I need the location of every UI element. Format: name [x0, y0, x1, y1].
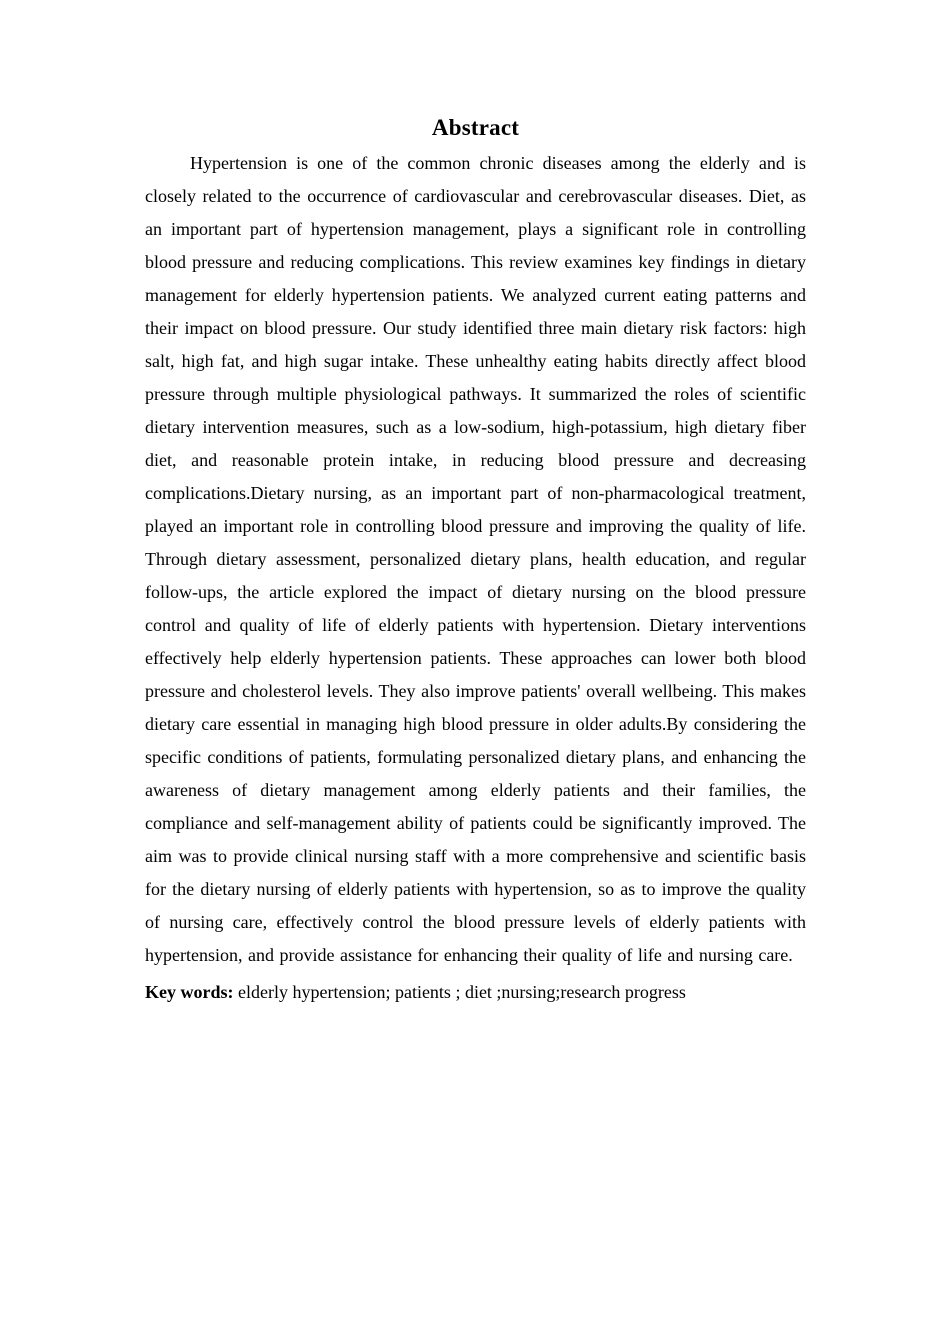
keywords-line — [145, 976, 806, 1009]
keywords-label: Key words: — [145, 982, 234, 1002]
abstract-paragraph: Hypertension is one of the common chronic diseases among the elderly and is closely related to the occurrence of cardiovascular and cerebrovascular diseases. Diet, as an important part of hypertension management, plays a significant role in controlling blood pressure and reducing complications. This review examines key findings in dietary management for elderly hypertension patients. We analyzed current eating patterns and their impact on blood pressure. Our study identified three main dietary risk factors: high salt, high fat, and high sugar intake. These unhealthy eating habits directly affect blood pressure through multiple physiological pathways. It summarized the roles of scientific dietary intervention measures, such as a low-sodium, high-potassium, high dietary fiber diet, and reasonable protein intake, in reducing blood pressure and decreasing complications.Dietary nursing, as an important part of non-pharmacological treatment, played an important role in controlling blood pressure and improving the quality of life. Through dietary assessment, personalized dietary plans, health education, and regular follow-ups, the article explored the impact of dietary nursing on the blood pressure control and quality of life of elderly patients with hypertension. Dietary interventions effectively help elderly hypertension patients. These approaches can lower both blood pressure and cholesterol levels. They also improve patients' overall wellbeing. This makes dietary care essential in managing high blood pressure in older adults.By considering the specific conditions of patients, formulating personalized dietary plans, and enhancing the awareness of dietary management among elderly patients and their families, the compliance and self-management ability of patients could be significantly improved. The aim was to provide clinical nursing staff with a more comprehensive and scientific basis for the dietary nursing of elderly patients with hypertension, so as to improve the quality of nursing care, effectively control the blood pressure levels of elderly patients with hypertension, and provide assistance for enhancing their quality of life and nursing care. — [145, 153, 806, 965]
abstract-title: Abstract — [431, 115, 520, 140]
keywords-text: elderly hypertension; patients ; diet ;nursing;research progress — [238, 982, 686, 1002]
